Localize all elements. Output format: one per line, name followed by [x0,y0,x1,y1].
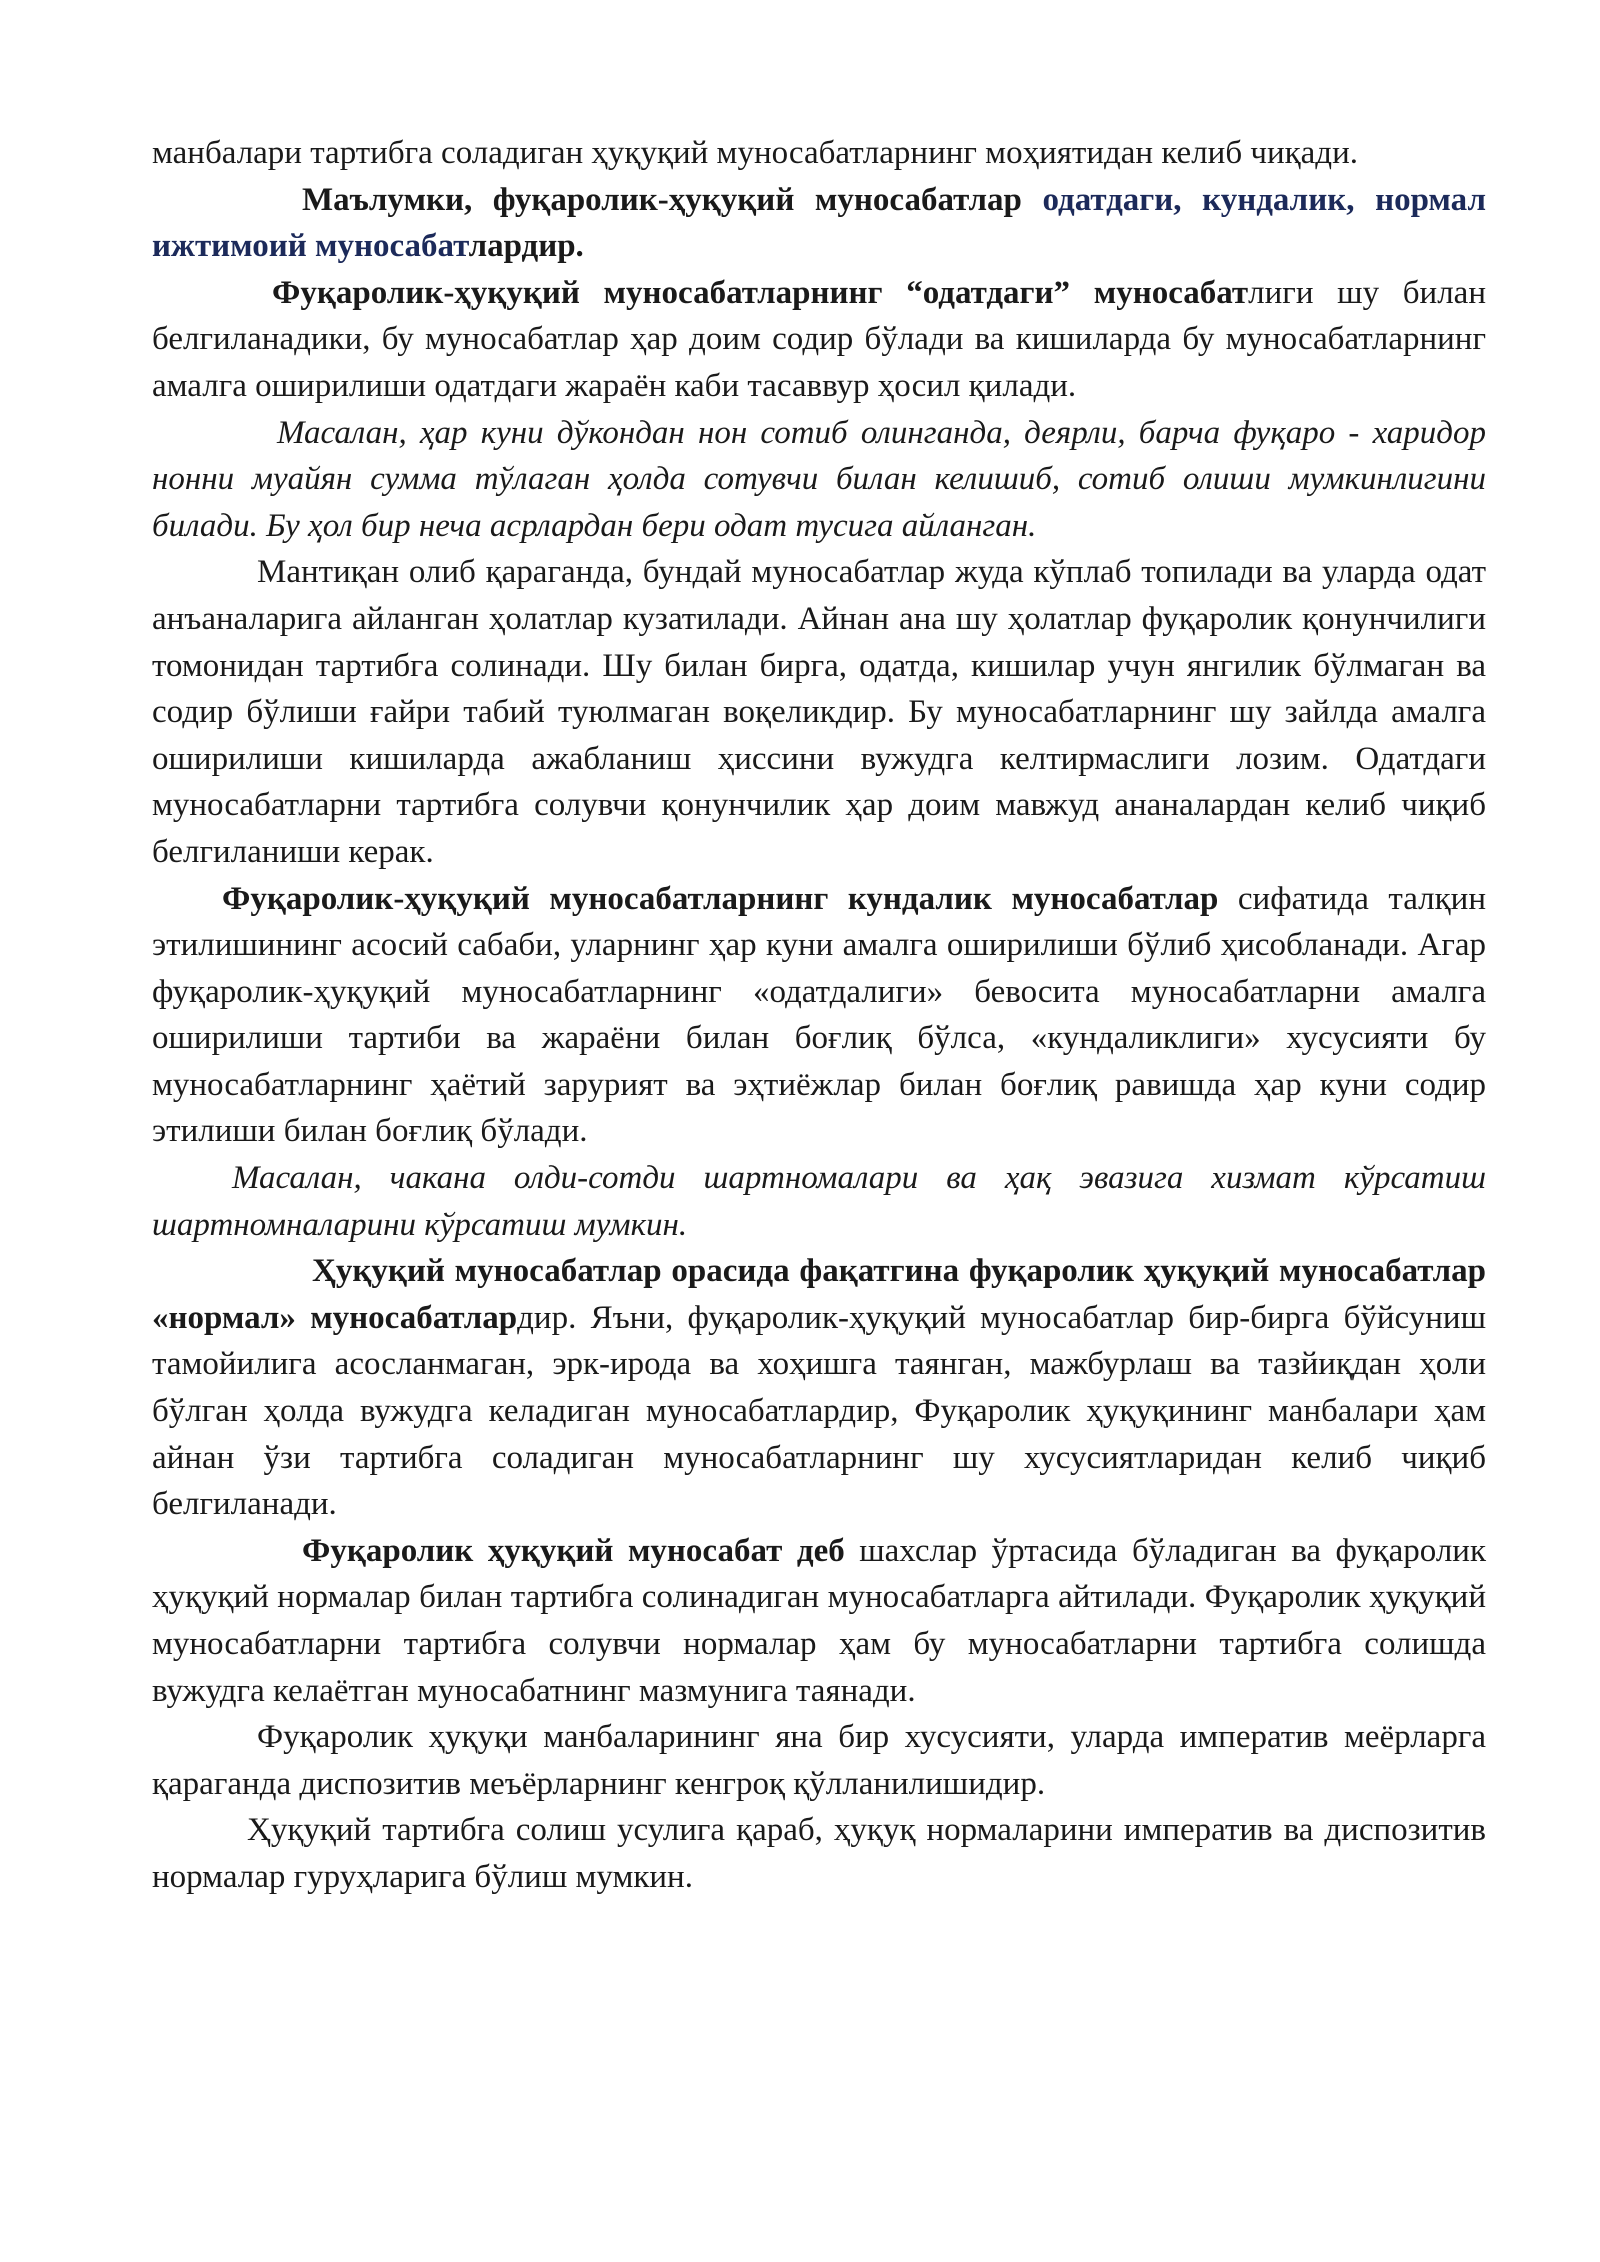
paragraph-4-example: Масалан, ҳар куни дўкондан нон сотиб олинганда, деярли, барча фуқаро - харидор нонни муайян сумма тўлаган ҳолда сотувчи билан келишиб, сотиб олиши мумкинлигини билади. Бу ҳол бир неча асрлардан бери одат тусига айланган. [152,414,1486,544]
paragraph-9 [152,1528,1486,1714]
paragraph-7-example: Масалан, чакана олди-сотди шартномалари ва ҳақ эвазига хизмат кўрсатиш шартномналарини кўрсатиш мумкин. [152,1160,1486,1243]
paragraph-2-highlight: одатдаги, кундалик, нормал ижтимоий муносабат [152,181,1486,265]
paragraph-2-bold: Маълумки, фуқаролик-ҳуқуқий муносабатлар [302,181,1043,218]
paragraph-3-bold: Фуқаролик-ҳуқуқий муносабатларнинг “одатдаги” муносабат [272,274,1249,311]
paragraph-8 [152,1248,1486,1528]
paragraph-6-text: сифатида талқин этилишининг асосий сабаби, уларнинг ҳар куни амалга оширилиши бўлиб ҳисобланади. Агар фуқаролик-ҳуқуқий муносабатларнинг «одатдалиги» бевосита муносабатларни амалга оширилиши тартиби ва жараёни билан боғлиқ бўлса, «кундаликлиги» хусусияти бу муносабатларнинг ҳаётий зарурият ва эҳтиёжлар билан боғлиқ равишда ҳар куни содир этилиши билан боғлиқ бўлади. [152,880,1486,1150]
paragraph-8-bold: Ҳуқуқий муносабатлар орасида фақатгина фуқаролик ҳуқуқий муносабатлар «нормал» муносабатлар [152,1253,1486,1336]
paragraph-9-text: шахслар ўртасида бўладиган ва фуқаролик ҳуқуқий нормалар билан тартибга солинадиган муносабатларга айтилади. Фуқаролик ҳуқуқий муносабатларни тартибга солувчи нормалар ҳам бу муносабатларни тартибга солишда вужудга келаётган муносабатнинг мазмунига таянади. [152,1532,1486,1709]
paragraph-6-bold: Фуқаролик-ҳуқуқий муносабатларнинг кундалик муносабатлар [222,880,1219,917]
paragraph-8-text: дир. Яъни, фуқаролик-ҳуқуқий муносабатлар бир-бирга бўйсуниш тамойилига асосланмаган, эрк-ирода ва хоҳишга таянган, мажбурлаш ва тазйиқдан ҳоли бўлган ҳолда вужудга келадиган муносабатлардир, Фуқаролик ҳуқуқининг манбалари ҳам айнан ўзи тартибга соладиган муносабатларнинг шу хусусиятларидан келиб чиқиб белгиланади. [152,1299,1486,1523]
paragraph-5: Мантиқан олиб қараганда, бундай муносабатлар жуда кўплаб топилади ва уларда одат анъаналарига айланган ҳолатлар кузатилади. Айнан ана шу ҳолатлар фуқаролик қонунчилиги томонидан тартибга солинади. Шу билан бирга, одатда, кишилар учун янгилик бўлмаган ва содир бўлиши ғайри табий туюлмаган воқеликдир. Бу муносабатларнинг шу зайлда амалга оширилиши кишиларда ажабланиш ҳиссини вужудга келтирмаслиги лозим. Одатдаги муносабатларни тартибга солувчи қонунчилик ҳар доим мавжуд ананалардан келиб чиқиб белгиланиши керак. [152,554,1486,870]
paragraph-9-bold: Фуқаролик ҳуқуқий муносабат деб [302,1532,845,1569]
paragraph-6 [152,876,1486,1156]
paragraph-11: Ҳуқуқий тартибга солиш усулига қараб, ҳуқуқ нормаларини императив ва диспозитив нормалар гуруҳларига бўлиш мумкин. [152,1812,1486,1895]
paragraph-1: манбалари тартибга соладиган ҳуқуқий муносабатларнинг моҳиятидан келиб чиқади. [152,135,1358,171]
paragraph-2 [152,177,1486,270]
paragraph-2-bold-end: лардир. [468,228,584,265]
paragraph-3 [152,270,1486,410]
paragraph-3-text: лиги шу билан белгиланадики, бу муносабатлар ҳар доим содир бўлади ва кишиларда бу муносабатларнинг амалга оширилиши одатдаги жараён каби тасаввур ҳосил қилади. [152,274,1486,404]
document-page [152,130,1486,1901]
paragraph-10: Фуқаролик ҳуқуқи манбаларининг яна бир хусусияти, уларда императив меёрларга қараганда диспозитив меъёрларнинг кенгроқ қўлланилишидир. [152,1719,1486,1802]
